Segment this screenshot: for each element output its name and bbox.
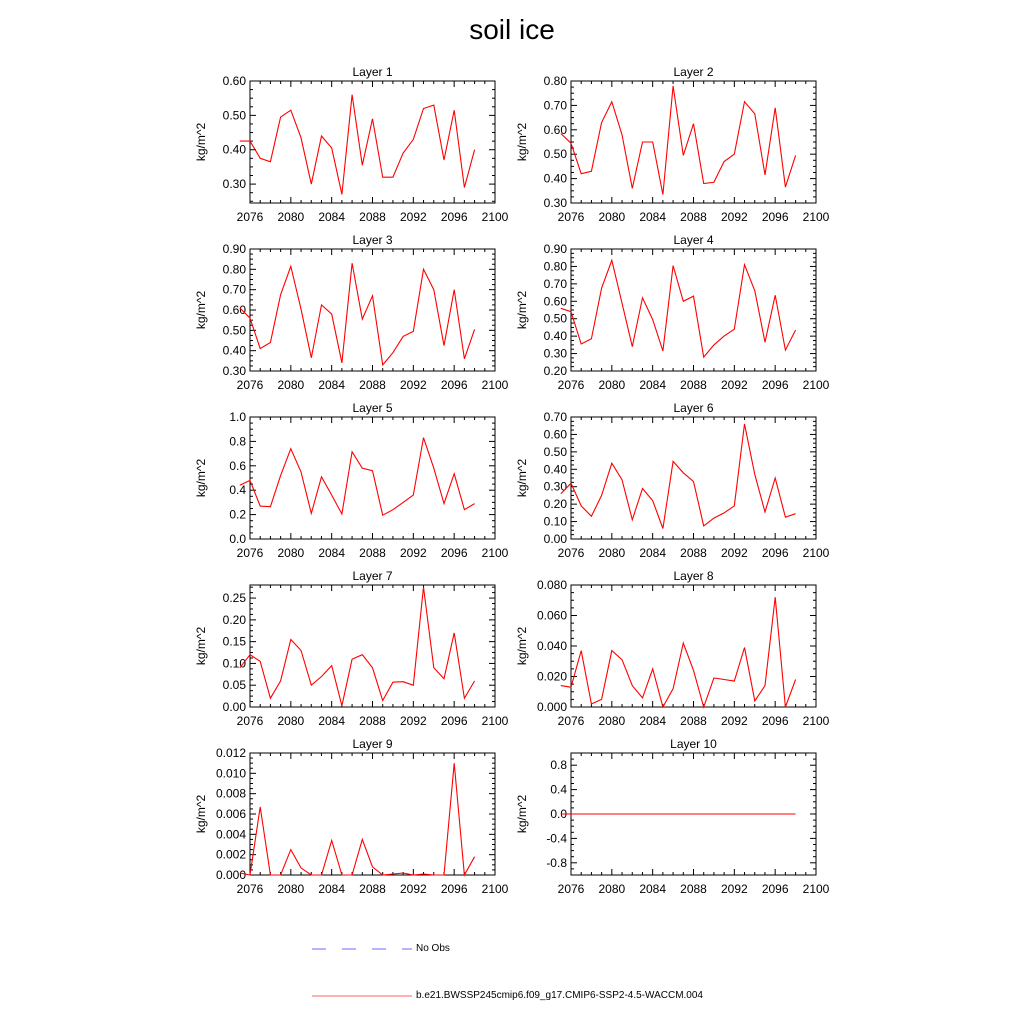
layer-2-xtick-label: 2088 bbox=[680, 210, 707, 224]
layer-10-ytick-label: 0.8 bbox=[550, 758, 567, 773]
layer-2-title: Layer 2 bbox=[673, 65, 714, 79]
layer-8-title: Layer 8 bbox=[673, 569, 714, 583]
layer-10-xtick-label: 2084 bbox=[639, 882, 667, 896]
layer-3-xtick-label: 2096 bbox=[440, 378, 468, 392]
layer-6-ytick-label: 0.20 bbox=[543, 497, 567, 512]
layer-7-ytick-label: 0.15 bbox=[222, 634, 246, 649]
layer-4-ytick-label: 0.70 bbox=[543, 276, 567, 291]
layer-2-xtick-label: 2076 bbox=[557, 210, 585, 224]
layer-5-xtick-label: 2084 bbox=[318, 546, 346, 560]
layer-5-xtick-label: 2092 bbox=[399, 546, 427, 560]
layer-7-ytick-label: 0.25 bbox=[222, 591, 246, 606]
layer-4-ytick-label: 0.40 bbox=[543, 329, 567, 344]
layer-4-ytick-label: 0.30 bbox=[543, 346, 567, 361]
layer-2-ytick-label: 0.30 bbox=[543, 196, 567, 210]
figure-title: soil ice bbox=[469, 14, 555, 45]
layer-5-ytick-label: 0.8 bbox=[229, 434, 246, 449]
layer-1-ylabel: kg/m^2 bbox=[194, 122, 208, 162]
layer-8-xtick-label: 2076 bbox=[557, 714, 585, 728]
layer-3-xtick-label: 2076 bbox=[236, 378, 264, 392]
layer-9-ytick-label: 0.006 bbox=[215, 807, 246, 821]
layer-2-ytick-label: 0.70 bbox=[543, 98, 567, 113]
layer-10-ytick-label: 0.0 bbox=[550, 807, 567, 821]
layer-9-xtick-label: 2096 bbox=[440, 882, 468, 896]
layer-5-title: Layer 5 bbox=[352, 401, 393, 415]
layer-1-ytick-label: 0.60 bbox=[222, 74, 246, 88]
layer-1-ytick-label: 0.50 bbox=[222, 108, 246, 123]
layer-8-ytick-label: 0.000 bbox=[536, 700, 567, 714]
layer-7-ytick-label: 0.20 bbox=[222, 612, 246, 627]
layer-4-ytick-label: 0.50 bbox=[543, 311, 567, 326]
layer-6-ytick-label: 0.50 bbox=[543, 444, 567, 459]
layer-10-ytick-label: 0.4 bbox=[550, 782, 567, 797]
layer-4-xtick-label: 2092 bbox=[720, 378, 748, 392]
layer-1-xtick-label: 2100 bbox=[481, 210, 509, 224]
layer-8-xtick-label: 2084 bbox=[639, 714, 667, 728]
layer-3-ytick-label: 0.30 bbox=[222, 364, 246, 378]
layer-8-ytick-label: 0.020 bbox=[536, 669, 567, 684]
layer-4-title: Layer 4 bbox=[673, 233, 714, 247]
layer-10-xtick-label: 2092 bbox=[720, 882, 748, 896]
layer-5-ytick-label: 0.6 bbox=[229, 458, 246, 473]
layer-9-ytick-label: 0.000 bbox=[215, 868, 246, 882]
layer-2-ytick-label: 0.50 bbox=[543, 147, 567, 162]
layer-4-xtick-label: 2096 bbox=[761, 378, 789, 392]
layer-6-frame bbox=[571, 417, 816, 539]
layer-6-xtick-label: 2096 bbox=[761, 546, 789, 560]
layer-7-ytick-label: 0.00 bbox=[222, 700, 246, 714]
layer-10-xtick-label: 2088 bbox=[680, 882, 707, 896]
layer-1-xtick-label: 2076 bbox=[236, 210, 264, 224]
layer-5-frame bbox=[250, 417, 495, 539]
layer-5-series-line bbox=[240, 438, 475, 516]
layer-8-xtick-label: 2080 bbox=[598, 714, 626, 728]
layer-2-ytick-label: 0.40 bbox=[543, 171, 567, 186]
layer-2-series-line bbox=[561, 86, 796, 195]
layer-8-ylabel: kg/m^2 bbox=[515, 626, 529, 666]
layer-4-ytick-label: 0.90 bbox=[543, 242, 567, 256]
layer-3-series-line bbox=[240, 263, 475, 365]
layer-4-ytick-label: 0.60 bbox=[543, 294, 567, 309]
layer-7-frame bbox=[250, 585, 495, 707]
layer-9-xtick-label: 2100 bbox=[481, 882, 509, 896]
layer-10-ytick-label: -0.8 bbox=[546, 855, 567, 870]
layer-5-xtick-label: 2076 bbox=[236, 546, 264, 560]
layer-9-ytick-label: 0.004 bbox=[215, 827, 246, 842]
layer-5-xtick-label: 2096 bbox=[440, 546, 468, 560]
layer-7-series-line bbox=[240, 587, 475, 706]
layer-6-title: Layer 6 bbox=[673, 401, 714, 415]
layer-9-ytick-label: 0.008 bbox=[215, 786, 246, 801]
layer-1-xtick-label: 2092 bbox=[399, 210, 427, 224]
layer-9-ytick-label: 0.002 bbox=[215, 847, 246, 862]
layer-4-ytick-label: 0.20 bbox=[543, 364, 567, 378]
layer-7-ylabel: kg/m^2 bbox=[194, 626, 208, 666]
layer-1-xtick-label: 2088 bbox=[359, 210, 386, 224]
layer-6-xtick-label: 2080 bbox=[598, 546, 626, 560]
layer-6-xtick-label: 2100 bbox=[802, 546, 830, 560]
legend-label-model-run: b.e21.BWSSP245cmip6.f09_g17.CMIP6-SSP2-4.5-WACCM.004 bbox=[416, 990, 703, 1001]
layer-8-xtick-label: 2092 bbox=[720, 714, 748, 728]
layer-2-xtick-label: 2092 bbox=[720, 210, 748, 224]
layer-4-xtick-label: 2080 bbox=[598, 378, 626, 392]
layer-5-ytick-label: 1.0 bbox=[229, 410, 246, 424]
layer-6-ytick-label: 0.00 bbox=[543, 532, 567, 546]
layer-3-ytick-label: 0.60 bbox=[222, 303, 246, 317]
layer-6-xtick-label: 2092 bbox=[720, 546, 748, 560]
layer-3-ytick-label: 0.80 bbox=[222, 262, 246, 277]
layer-6-xtick-label: 2088 bbox=[680, 546, 707, 560]
layer-6-xtick-label: 2076 bbox=[557, 546, 585, 560]
layer-2-ylabel: kg/m^2 bbox=[515, 122, 529, 162]
layer-10-ytick-label: -0.4 bbox=[546, 831, 567, 846]
layer-5-ytick-label: 0.4 bbox=[229, 483, 246, 498]
layer-9-ytick-label: 0.012 bbox=[215, 746, 246, 760]
layer-6-ytick-label: 0.10 bbox=[543, 514, 567, 529]
layer-3-xtick-label: 2088 bbox=[359, 378, 386, 392]
layer-7-xtick-label: 2096 bbox=[440, 714, 468, 728]
layer-9-xtick-label: 2076 bbox=[236, 882, 264, 896]
layer-5-xtick-label: 2100 bbox=[481, 546, 509, 560]
layer-9-xtick-label: 2080 bbox=[277, 882, 305, 896]
layer-1-series-line bbox=[240, 95, 475, 195]
layer-2-xtick-label: 2084 bbox=[639, 210, 667, 224]
layer-3-xtick-label: 2100 bbox=[481, 378, 509, 392]
layer-9-ytick-label: 0.010 bbox=[215, 766, 246, 781]
layer-2-ytick-label: 0.60 bbox=[543, 122, 567, 137]
layer-6-ytick-label: 0.40 bbox=[543, 462, 567, 477]
layer-8-xtick-label: 2100 bbox=[802, 714, 830, 728]
layer-6-ytick-label: 0.70 bbox=[543, 410, 567, 424]
layer-9-ylabel: kg/m^2 bbox=[194, 794, 208, 834]
layer-7-xtick-label: 2088 bbox=[359, 714, 386, 728]
layer-3-frame bbox=[250, 249, 495, 371]
layer-7-title: Layer 7 bbox=[352, 569, 393, 583]
layer-5-xtick-label: 2088 bbox=[359, 546, 386, 560]
layer-1-ytick-label: 0.40 bbox=[222, 142, 246, 157]
layer-9-series-line bbox=[240, 763, 475, 875]
layer-4-frame bbox=[571, 249, 816, 371]
layer-7-xtick-label: 2076 bbox=[236, 714, 264, 728]
layer-7-xtick-label: 2092 bbox=[399, 714, 427, 728]
layer-6-ylabel: kg/m^2 bbox=[515, 458, 529, 498]
legend-label-no-obs: No Obs bbox=[416, 943, 450, 954]
layer-3-xtick-label: 2080 bbox=[277, 378, 305, 392]
layer-3-xtick-label: 2084 bbox=[318, 378, 346, 392]
layer-9-frame bbox=[250, 753, 495, 875]
layer-3-ytick-label: 0.50 bbox=[222, 323, 246, 338]
layer-4-xtick-label: 2100 bbox=[802, 378, 830, 392]
layer-7-xtick-label: 2080 bbox=[277, 714, 305, 728]
layer-3-title: Layer 3 bbox=[352, 233, 393, 247]
layer-7-ytick-label: 0.05 bbox=[222, 678, 246, 693]
layer-9-xtick-label: 2084 bbox=[318, 882, 346, 896]
layer-6-series-line bbox=[561, 424, 796, 529]
layer-4-ylabel: kg/m^2 bbox=[515, 290, 529, 330]
layer-5-ytick-label: 0.2 bbox=[229, 507, 246, 522]
layer-2-xtick-label: 2100 bbox=[802, 210, 830, 224]
layer-10-xtick-label: 2076 bbox=[557, 882, 585, 896]
layer-3-ytick-label: 0.90 bbox=[222, 242, 246, 256]
layer-5-ytick-label: 0.0 bbox=[229, 532, 246, 546]
layer-3-ytick-label: 0.70 bbox=[222, 282, 246, 297]
layer-6-xtick-label: 2084 bbox=[639, 546, 667, 560]
layer-9-xtick-label: 2092 bbox=[399, 882, 427, 896]
layer-10-ylabel: kg/m^2 bbox=[515, 794, 529, 834]
layer-8-xtick-label: 2096 bbox=[761, 714, 789, 728]
layer-10-xtick-label: 2080 bbox=[598, 882, 626, 896]
layer-6-ytick-label: 0.30 bbox=[543, 479, 567, 494]
layer-8-series-line bbox=[561, 597, 796, 707]
layer-4-xtick-label: 2084 bbox=[639, 378, 667, 392]
layer-6-ytick-label: 0.60 bbox=[543, 427, 567, 442]
layer-4-xtick-label: 2088 bbox=[680, 378, 707, 392]
layer-5-ylabel: kg/m^2 bbox=[194, 458, 208, 498]
layer-1-ytick-label: 0.30 bbox=[222, 177, 246, 192]
layer-3-xtick-label: 2092 bbox=[399, 378, 427, 392]
layer-8-ytick-label: 0.060 bbox=[536, 608, 567, 623]
layer-5-xtick-label: 2080 bbox=[277, 546, 305, 560]
layer-9-title: Layer 9 bbox=[352, 737, 393, 751]
layer-1-xtick-label: 2096 bbox=[440, 210, 468, 224]
layer-7-xtick-label: 2084 bbox=[318, 714, 346, 728]
layer-4-xtick-label: 2076 bbox=[557, 378, 585, 392]
layer-10-title: Layer 10 bbox=[670, 737, 717, 751]
layer-2-ytick-label: 0.80 bbox=[543, 74, 567, 88]
layer-4-series-line bbox=[561, 260, 796, 357]
layer-8-xtick-label: 2088 bbox=[680, 714, 707, 728]
layer-4-ytick-label: 0.80 bbox=[543, 259, 567, 274]
layer-8-ytick-label: 0.080 bbox=[536, 578, 567, 592]
layer-7-xtick-label: 2100 bbox=[481, 714, 509, 728]
layer-1-title: Layer 1 bbox=[352, 65, 393, 79]
layer-3-ylabel: kg/m^2 bbox=[194, 290, 208, 330]
layer-1-xtick-label: 2080 bbox=[277, 210, 305, 224]
layer-10-xtick-label: 2100 bbox=[802, 882, 830, 896]
layer-2-xtick-label: 2096 bbox=[761, 210, 789, 224]
layer-2-xtick-label: 2080 bbox=[598, 210, 626, 224]
layer-8-ytick-label: 0.040 bbox=[536, 639, 567, 653]
layer-3-ytick-label: 0.40 bbox=[222, 343, 246, 358]
layer-10-xtick-label: 2096 bbox=[761, 882, 789, 896]
layer-1-xtick-label: 2084 bbox=[318, 210, 346, 224]
layer-7-ytick-label: 0.10 bbox=[222, 656, 246, 671]
layer-9-xtick-label: 2088 bbox=[359, 882, 386, 896]
